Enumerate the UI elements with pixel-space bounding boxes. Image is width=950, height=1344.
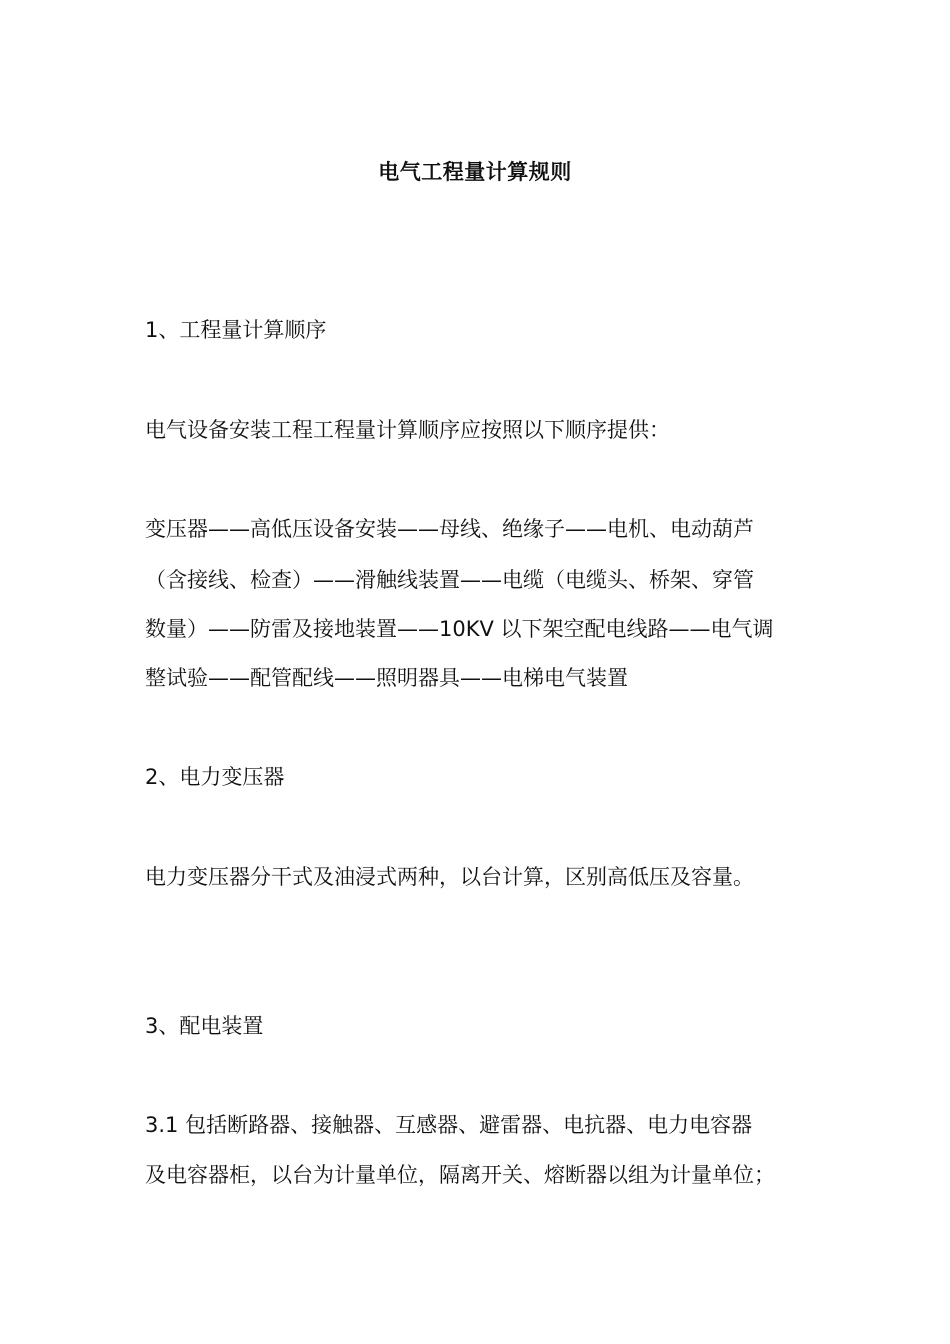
document-title: 电气工程量计算规则 [378, 160, 572, 184]
section-1-intro: 电气设备安装工程工程量计算顺序应按照以下顺序提供： [145, 418, 670, 442]
section-1-heading: 1、工程量计算顺序 [145, 318, 327, 342]
section-3-heading: 3、配电装置 [145, 1014, 264, 1038]
sequence-line-2: （含接线、检查）——滑触线装置——电缆（电缆头、桥架、穿管 [145, 568, 754, 592]
section-3-item-line-1: 3.1 包括断路器、接触器、互感器、避雷器、电抗器、电力电容器 [145, 1113, 753, 1137]
section-3-item-line-2: 及电容器柜，以台为计量单位，隔离开关、熔断器以组为计量单位； [145, 1163, 775, 1187]
sequence-line-3: 数量）——防雷及接地装置——10KV 以下架空配电线路——电气调 [145, 617, 774, 641]
sequence-line-1: 变压器——高低压设备安装——母线、绝缘子——电机、电动葫芦 [145, 517, 754, 541]
section-2-text: 电力变压器分干式及油浸式两种，以台计算，区别高低压及容量。 [145, 865, 754, 889]
sequence-line-4: 整试验——配管配线——照明器具——电梯电气装置 [145, 666, 628, 690]
section-2-heading: 2、电力变压器 [145, 765, 285, 789]
